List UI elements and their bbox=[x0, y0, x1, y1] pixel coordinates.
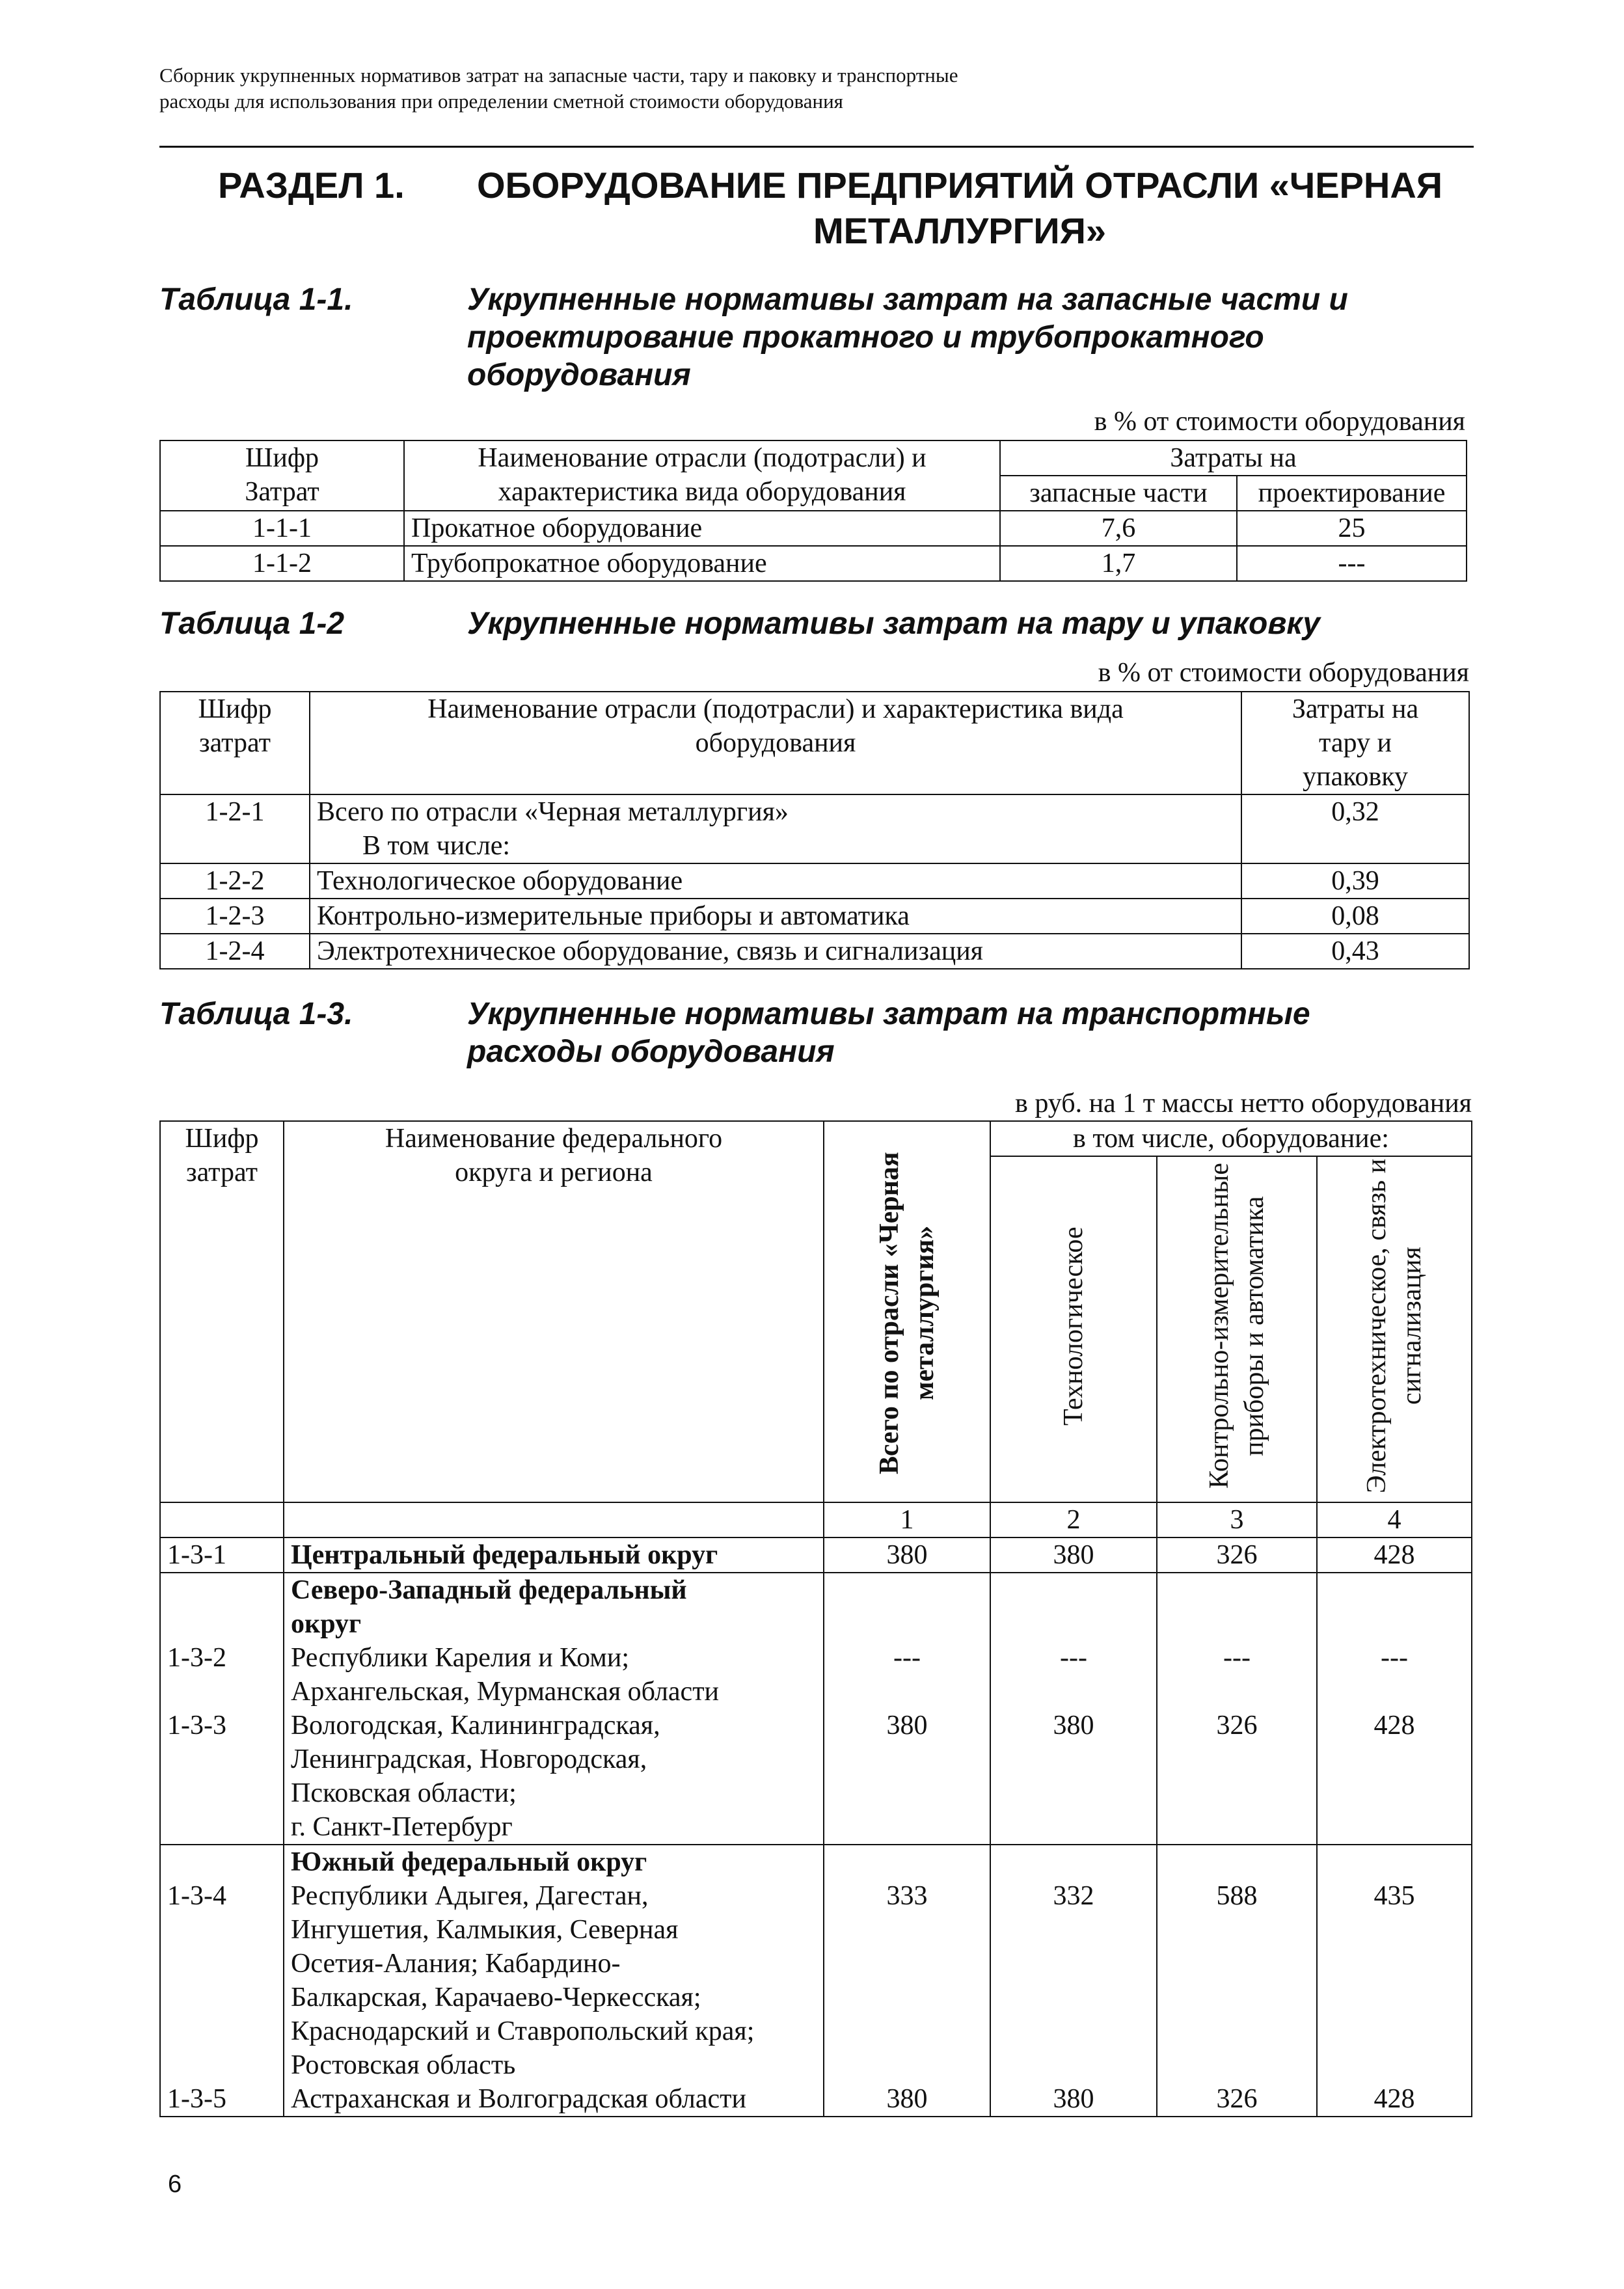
row-name-line: Псковская области; bbox=[291, 1778, 517, 1808]
group-title-line-2: округ bbox=[291, 1609, 362, 1639]
row-code: 1-3-4 bbox=[160, 1879, 284, 2082]
table-row bbox=[160, 511, 1467, 546]
row-name bbox=[310, 794, 1241, 863]
table-1-1-unit: в % от стоимости оборудования bbox=[1094, 407, 1465, 437]
header-technological-text: Технологическое bbox=[1059, 1226, 1089, 1426]
row-value-2: 332 bbox=[990, 1879, 1157, 2082]
header-instruments bbox=[1157, 1156, 1317, 1502]
empty-cell bbox=[1157, 1573, 1317, 1641]
running-header bbox=[159, 62, 1454, 115]
header-name-line-1: Наименование федерального bbox=[385, 1124, 723, 1154]
row-name-line: г. Санкт-Петербург bbox=[291, 1812, 513, 1842]
row-code: 1-2-4 bbox=[160, 934, 310, 969]
row-code: 1-3-5 bbox=[160, 2082, 284, 2117]
header-line-2: расходы для использования при определении сметной стоимости оборудования bbox=[159, 90, 843, 113]
row-value-3: 588 bbox=[1157, 1879, 1317, 2082]
header-costs-line-3: упаковку bbox=[1302, 762, 1409, 792]
header-code bbox=[160, 692, 310, 794]
row-name-line: Республики Адыгея, Дагестан, bbox=[291, 1881, 649, 1911]
row-value-3: 326 bbox=[1157, 1709, 1317, 1845]
row-name-line: Вологодская, Калининградская, bbox=[291, 1711, 660, 1740]
table-row bbox=[160, 794, 1469, 863]
row-value-1: 333 bbox=[824, 1879, 990, 2082]
table-row bbox=[160, 1537, 1472, 1573]
row-code: 1-2-2 bbox=[160, 863, 310, 899]
header-name bbox=[284, 1121, 824, 1502]
table-group-row bbox=[160, 1845, 1472, 1879]
row-value-4: 428 bbox=[1317, 1709, 1472, 1845]
table-1-1-title bbox=[467, 281, 1456, 394]
row-value-2: 380 bbox=[990, 1709, 1157, 1845]
table-header-row bbox=[160, 1121, 1472, 1156]
table-row bbox=[160, 1879, 1472, 2082]
row-name: Трубопрокатное оборудование bbox=[404, 546, 1000, 581]
header-including: в том числе, оборудование: bbox=[990, 1121, 1472, 1156]
header-costs: Затраты на bbox=[1000, 440, 1467, 476]
section-number: РАЗДЕЛ 1. bbox=[218, 165, 405, 206]
header-code-line-1: Шифр bbox=[185, 1124, 259, 1154]
table-1-2 bbox=[159, 691, 1470, 969]
table-row bbox=[160, 934, 1469, 969]
header-code-line-1: Шифр bbox=[245, 443, 319, 473]
table-header-row bbox=[160, 692, 1469, 794]
row-design: --- bbox=[1237, 546, 1467, 581]
empty-cell bbox=[1317, 1573, 1472, 1641]
table-group-row bbox=[160, 1573, 1472, 1641]
row-name: Центральный федеральный округ bbox=[284, 1537, 824, 1573]
header-parts: запасные части bbox=[1000, 476, 1237, 511]
row-value-1: 380 bbox=[824, 1709, 990, 1845]
column-number: 3 bbox=[1157, 1502, 1317, 1537]
header-electrical-text: Электротехническое, связь и сигнализация bbox=[1362, 1158, 1427, 1494]
row-name: Контрольно-измерительные приборы и автоматика bbox=[310, 899, 1241, 934]
group-title-line-1: Северо-Западный федеральный bbox=[291, 1575, 687, 1605]
header-code-line-1: Шифр bbox=[198, 694, 272, 724]
row-name-line: Республики Карелия и Коми; bbox=[291, 1643, 630, 1673]
header-divider bbox=[159, 146, 1474, 148]
row-value-1: 380 bbox=[824, 1537, 990, 1573]
table-1-2-label: Таблица 1-2 bbox=[159, 606, 345, 641]
table-1-1-title-line-2: проектирование прокатного и трубопрокатного bbox=[467, 320, 1264, 355]
group-title bbox=[284, 1573, 824, 1641]
row-name-line: Ленинградская, Новгородская, bbox=[291, 1744, 647, 1774]
table-1-1-title-line-3: оборудования bbox=[467, 358, 691, 392]
table-1-2-title: Укрупненные нормативы затрат на тару и упаковку bbox=[467, 606, 1320, 641]
table-row bbox=[160, 1641, 1472, 1709]
row-value-4: 428 bbox=[1317, 1537, 1472, 1573]
header-name-line-1: Наименование отрасли (подотрасли) и bbox=[478, 443, 927, 473]
header-line-1: Сборник укрупненных нормативов затрат на запасные части, тару и паковку и транспортные bbox=[159, 64, 958, 87]
header-code bbox=[160, 1121, 284, 1502]
empty-cell bbox=[160, 1573, 284, 1641]
row-code: 1-2-3 bbox=[160, 899, 310, 934]
row-code: 1-3-1 bbox=[160, 1537, 284, 1573]
table-row bbox=[160, 863, 1469, 899]
table-1-3 bbox=[159, 1120, 1472, 2117]
header-code bbox=[160, 440, 404, 511]
row-value: 0,39 bbox=[1241, 863, 1469, 899]
row-parts: 7,6 bbox=[1000, 511, 1237, 546]
empty-cell bbox=[824, 1573, 990, 1641]
row-value-3: --- bbox=[1157, 1641, 1317, 1709]
header-total bbox=[824, 1121, 990, 1502]
empty-cell bbox=[990, 1845, 1157, 1879]
row-code: 1-3-2 bbox=[160, 1641, 284, 1709]
row-name-line: Краснодарский и Ставропольский края; bbox=[291, 2016, 755, 2046]
header-name-line-2: характеристика вида оборудования bbox=[498, 477, 906, 507]
header-electrical bbox=[1317, 1156, 1472, 1502]
empty-cell bbox=[990, 1573, 1157, 1641]
empty-cell bbox=[824, 1845, 990, 1879]
row-design: 25 bbox=[1237, 511, 1467, 546]
row-value: 0,32 bbox=[1241, 794, 1469, 863]
row-value-4: --- bbox=[1317, 1641, 1472, 1709]
table-header-row bbox=[160, 440, 1467, 476]
row-code: 1-1-1 bbox=[160, 511, 404, 546]
header-name bbox=[404, 440, 1000, 511]
row-name: Астраханская и Волгоградская области bbox=[284, 2082, 824, 2117]
empty-cell bbox=[160, 1502, 284, 1537]
header-name-line-2: оборудования bbox=[695, 728, 856, 758]
empty-cell bbox=[284, 1502, 824, 1537]
header-total-text: Всего по отрасли «Черная металлургия» bbox=[874, 1152, 940, 1474]
table-1-3-unit: в руб. на 1 т массы нетто оборудования bbox=[1014, 1089, 1472, 1118]
row-value-3: 326 bbox=[1157, 1537, 1317, 1573]
column-number-row bbox=[160, 1502, 1472, 1537]
table-1-2-unit: в % от стоимости оборудования bbox=[1098, 658, 1469, 688]
table-1-1-title-line-1: Укрупненные нормативы затрат на запасные части и bbox=[467, 282, 1348, 317]
empty-cell bbox=[1157, 1845, 1317, 1879]
header-design: проектирование bbox=[1237, 476, 1467, 511]
section-title-line-1: ОБОРУДОВАНИЕ ПРЕДПРИЯТИЙ ОТРАСЛИ «ЧЕРНАЯ bbox=[476, 165, 1443, 206]
table-row bbox=[160, 899, 1469, 934]
table-1-1-label: Таблица 1-1. bbox=[159, 282, 353, 317]
header-costs-line-2: тару и bbox=[1319, 728, 1392, 758]
header-code-line-2: затрат bbox=[186, 1158, 258, 1187]
group-title: Южный федеральный округ bbox=[284, 1845, 824, 1879]
row-value-2: 380 bbox=[990, 1537, 1157, 1573]
row-value-4: 428 bbox=[1317, 2082, 1472, 2117]
row-value-2: --- bbox=[990, 1641, 1157, 1709]
row-value-1: 380 bbox=[824, 2082, 990, 2117]
header-code-line-2: затрат bbox=[199, 728, 271, 758]
header-costs bbox=[1241, 692, 1469, 794]
table-1-3-label: Таблица 1-3. bbox=[159, 997, 353, 1031]
row-value-4: 435 bbox=[1317, 1879, 1472, 2082]
row-name-line: Архангельская, Мурманская области bbox=[291, 1677, 720, 1707]
header-name-line-1: Наименование отрасли (подотрасли) и характеристика вида bbox=[427, 694, 1124, 724]
table-row bbox=[160, 2082, 1472, 2117]
header-instruments-text: Контрольно-измерительные приборы и автоматика bbox=[1204, 1163, 1269, 1489]
row-code: 1-3-3 bbox=[160, 1709, 284, 1845]
row-code: 1-1-2 bbox=[160, 546, 404, 581]
empty-cell bbox=[160, 1845, 284, 1879]
section-title-line-2: МЕТАЛЛУРГИЯ» bbox=[813, 210, 1106, 251]
table-1-3-title-line-2: расходы оборудования bbox=[467, 1035, 835, 1069]
row-value: 0,43 bbox=[1241, 934, 1469, 969]
row-value-2: 380 bbox=[990, 2082, 1157, 2117]
table-row bbox=[160, 546, 1467, 581]
header-technological bbox=[990, 1156, 1157, 1502]
row-code: 1-2-1 bbox=[160, 794, 310, 863]
row-subtitle: В том числе: bbox=[362, 831, 511, 861]
empty-cell bbox=[1317, 1845, 1472, 1879]
row-name-line: Ростовская область bbox=[291, 2050, 516, 2080]
row-name bbox=[284, 1641, 824, 1709]
header-costs-line-1: Затраты на bbox=[1292, 694, 1419, 724]
column-number: 1 bbox=[824, 1502, 990, 1537]
column-number: 4 bbox=[1317, 1502, 1472, 1537]
section-title bbox=[455, 163, 1464, 254]
row-name bbox=[284, 1879, 824, 2082]
column-number: 2 bbox=[990, 1502, 1157, 1537]
table-row bbox=[160, 1709, 1472, 1845]
header-name-line-2: округа и региона bbox=[455, 1158, 653, 1187]
row-name: Прокатное оборудование bbox=[404, 511, 1000, 546]
row-name-line: Осетия-Алания; Кабардино- bbox=[291, 1949, 621, 1979]
row-parts: 1,7 bbox=[1000, 546, 1237, 581]
row-name-line: Ингушетия, Калмыкия, Северная bbox=[291, 1915, 679, 1945]
row-value-1: --- bbox=[824, 1641, 990, 1709]
row-name: Электротехническое оборудование, связь и сигнализация bbox=[310, 934, 1241, 969]
header-code-line-2: Затрат bbox=[245, 477, 319, 507]
row-name-line: Балкарская, Карачаево-Черкесская; bbox=[291, 1983, 701, 2012]
row-name: Технологическое оборудование bbox=[310, 863, 1241, 899]
table-1-3-title-line-1: Укрупненные нормативы затрат на транспортные bbox=[467, 997, 1310, 1031]
page-number: 6 bbox=[168, 2171, 182, 2198]
header-name bbox=[310, 692, 1241, 794]
table-1-1 bbox=[159, 440, 1467, 582]
table-1-3-title bbox=[467, 996, 1456, 1071]
row-name bbox=[284, 1709, 824, 1845]
row-value-3: 326 bbox=[1157, 2082, 1317, 2117]
row-value: 0,08 bbox=[1241, 899, 1469, 934]
row-name-line: Всего по отрасли «Черная металлургия» bbox=[317, 797, 789, 827]
